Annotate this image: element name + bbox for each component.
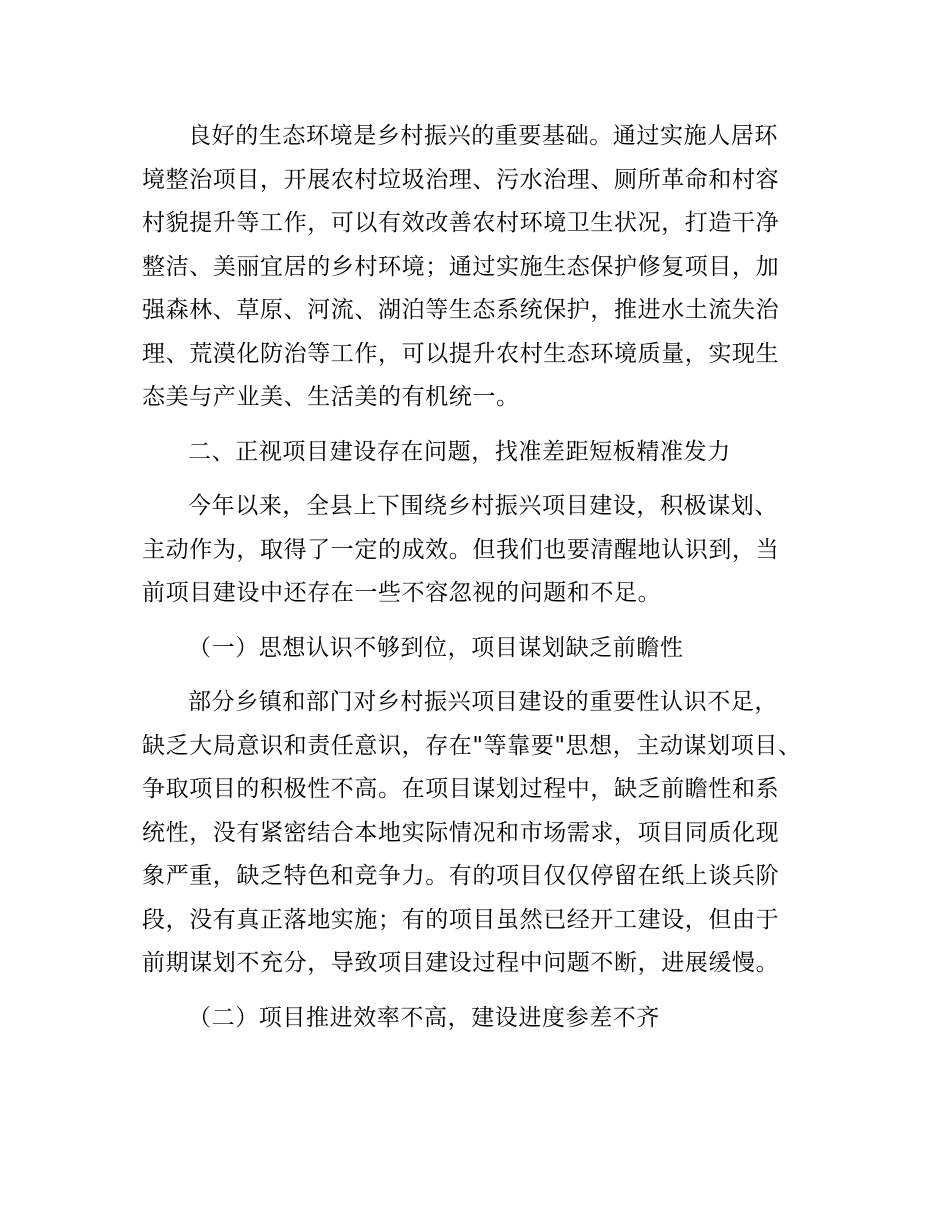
document-body — [142, 115, 814, 1040]
section-heading — [142, 431, 814, 475]
text-line: 象严重，缺乏特色和竞争力。有的项目仅仅停留在纸上谈兵阶 — [142, 863, 780, 889]
text-line: 整洁、美丽宜居的乡村环境；通过实施生态保护修复项目，加 — [142, 253, 780, 280]
section-heading-text: 二、正视项目建设存在问题，找准差距短板精准发力 — [188, 438, 731, 465]
text-line: 主动作为，取得了一定的成效。但我们也要清醒地认识到，当 — [142, 536, 780, 563]
text-line: 争取项目的积极性不高。在项目谋划过程中，缺乏前瞻性和系 — [142, 776, 780, 802]
paragraph-gap — [142, 420, 814, 431]
text-line: 部分乡镇和部门对乡村振兴项目建设的重要性认识不足， — [188, 689, 778, 715]
text-line: 段，没有真正落地实施；有的项目虽然已经开工建设，但由于 — [142, 906, 780, 933]
paragraph-ecology — [142, 115, 814, 420]
paragraph-awareness — [142, 681, 814, 986]
text-line: 统性，没有紧密结合本地实际情况和市场需求，项目同质化现 — [142, 819, 780, 846]
subsection-heading-2 — [142, 997, 814, 1041]
paragraph-gap — [142, 986, 814, 997]
paragraph-gap — [142, 474, 814, 485]
subsection-heading-text: （二）项目推进效率不高，建设进度参差不齐 — [188, 1004, 660, 1031]
text-line: 今年以来，全县上下围绕乡村振兴项目建设，积极谋划、 — [188, 493, 778, 519]
text-line: 村貌提升等工作，可以有效改善农村环境卫生状况，打造干净 — [142, 210, 780, 236]
subsection-heading-text: （一）思想认识不够到位，项目谋划缺乏前瞻性 — [188, 634, 684, 661]
paragraph-gap — [142, 616, 814, 627]
text-line: 缺乏大局意识和责任意识，存在"等靠要"思想，主动谋划项目、 — [142, 732, 802, 759]
text-line: 前期谋划不充分，导致项目建设过程中问题不断，进展缓慢。 — [142, 950, 780, 976]
paragraph-gap — [142, 670, 814, 681]
text-line: 前项目建设中还存在一些不容忽视的问题和不足。 — [142, 580, 662, 606]
paragraph-overview — [142, 485, 814, 616]
text-line: 良好的生态环境是乡村振兴的重要基础。通过实施人居环 — [188, 123, 778, 149]
text-line: 理、荒漠化防治等工作，可以提升农村生态环境质量，实现生 — [142, 340, 780, 367]
text-line: 境整治项目，开展农村垃圾治理、污水治理、厕所革命和村容 — [142, 166, 780, 193]
subsection-heading-1 — [142, 627, 814, 671]
text-line: 态美与产业美、生活美的有机统一。 — [142, 384, 520, 410]
text-line: 强森林、草原、河流、湖泊等生态系统保护，推进水土流失治 — [142, 297, 780, 323]
